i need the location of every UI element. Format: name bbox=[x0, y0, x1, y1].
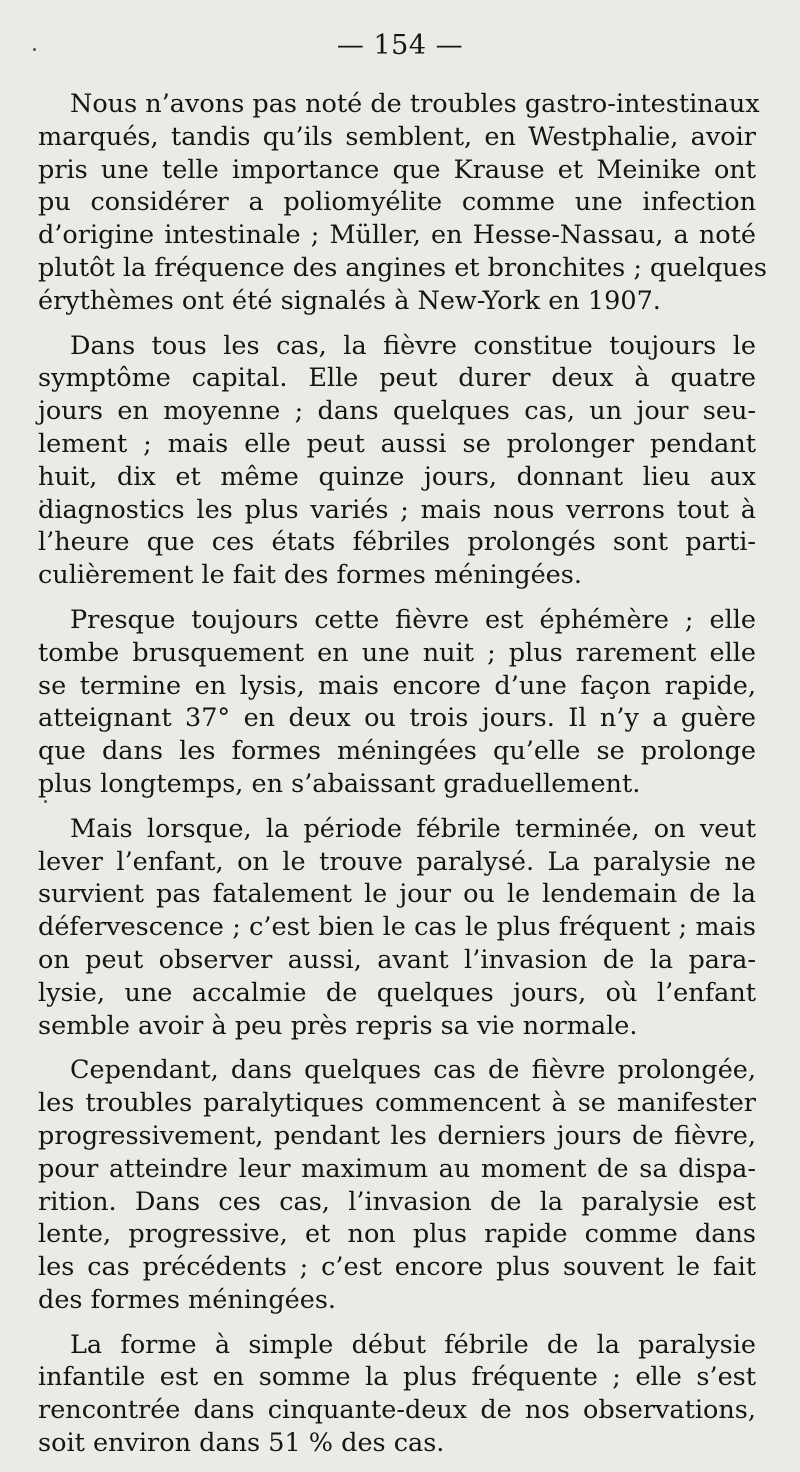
text-line: Dans tous les cas, la fièvre constitue toujours le bbox=[70, 330, 756, 361]
text-line: soit environ dans 51 % des cas. bbox=[38, 1428, 445, 1459]
paragraph bbox=[38, 88, 767, 318]
text-line: pris une telle importance que Krause et Meinike ont bbox=[38, 154, 756, 185]
paragraph bbox=[38, 330, 756, 592]
text-line: rencontrée dans cinquante-deux de nos observations, bbox=[38, 1395, 756, 1426]
text-line: culièrement le fait des formes méningées. bbox=[38, 560, 582, 591]
paragraph bbox=[38, 604, 756, 801]
text-line: Nous n’avons pas noté de troubles gastro-intestinaux bbox=[70, 89, 760, 119]
text-line: Presque toujours cette fièvre est éphémère ; elle bbox=[70, 604, 756, 635]
text-line: lement ; mais elle peut aussi se prolonger pendant bbox=[38, 428, 756, 459]
text-line: progressivement, pendant les derniers jours de fièvre, bbox=[38, 1120, 756, 1151]
text-line: l’heure que ces états fébriles prolongés sont parti- bbox=[38, 527, 756, 558]
text-line: les cas précédents ; c’est encore plus souvent le fait bbox=[38, 1252, 756, 1283]
text-line: érythèmes ont été signalés à New-York en 1907. bbox=[38, 285, 661, 316]
paragraph bbox=[38, 1054, 756, 1316]
text-line: diagnostics les plus variés ; mais nous verrons tout à bbox=[38, 494, 756, 525]
text-line: survient pas fatalement le jour ou le lendemain de la bbox=[38, 879, 756, 910]
body-text bbox=[38, 88, 767, 1472]
text-line: se termine en lysis, mais encore d’une façon rapide, bbox=[38, 670, 756, 701]
text-line: lysie, une accalmie de quelques jours, où l’enfant bbox=[38, 977, 756, 1008]
text-line: Cependant, dans quelques cas de fièvre prolongée, bbox=[70, 1055, 756, 1086]
text-line: que dans les formes méningées qu’elle se prolonge bbox=[38, 736, 756, 767]
paragraph bbox=[38, 1329, 756, 1460]
text-line: les troubles paralytiques commencent à se manifester bbox=[38, 1088, 756, 1119]
text-line: pu considérer a poliomyélite comme une infection bbox=[38, 187, 756, 218]
text-line: atteignant 37° en deux ou trois jours. Il n’y a guère bbox=[38, 703, 756, 734]
text-line: symptôme capital. Elle peut durer deux à quatre bbox=[38, 363, 756, 394]
text-line: plus longtemps, en s’abaissant graduellement. bbox=[38, 768, 641, 799]
text-line: lente, progressive, et non plus rapide comme dans bbox=[38, 1219, 756, 1250]
text-line: pour atteindre leur maximum au moment de sa dispa- bbox=[38, 1153, 756, 1184]
text-line: jours en moyenne ; dans quelques cas, un jour seu- bbox=[38, 396, 756, 427]
text-line: Mais lorsque, la période fébrile terminée, on veut bbox=[70, 813, 756, 844]
text-line: lever l’enfant, on le trouve paralysé. La paralysie ne bbox=[38, 846, 756, 877]
text-line: tombe brusquement en une nuit ; plus rarement elle bbox=[38, 637, 756, 668]
text-line: plutôt la fréquence des angines et bronchites ; quelques bbox=[38, 252, 767, 283]
text-line: des formes méningées. bbox=[38, 1284, 337, 1315]
text-line: La forme à simple début fébrile de la paralysie bbox=[70, 1329, 756, 1360]
text-line: infantile est en somme la plus fréquente ; elle s’est bbox=[38, 1362, 756, 1393]
page-number: — 154 — bbox=[336, 30, 464, 61]
text-line: on peut observer aussi, avant l’invasion de la para- bbox=[38, 944, 756, 975]
text-line: semble avoir à peu près repris sa vie normale. bbox=[38, 1010, 638, 1041]
text-line: défervescence ; c’est bien le cas le plus fréquent ; mais bbox=[38, 912, 756, 943]
text-line: marqués, tandis qu’ils semblent, en Westphalie, avoir bbox=[38, 121, 756, 152]
text-line: d’origine intestinale ; Müller, en Hesse-Nassau, a noté bbox=[38, 220, 756, 251]
text-line: rition. Dans ces cas, l’invasion de la paralysie est bbox=[38, 1186, 756, 1217]
text-line: huit, dix et même quinze jours, donnant lieu aux bbox=[38, 461, 756, 492]
paragraph bbox=[38, 813, 756, 1043]
